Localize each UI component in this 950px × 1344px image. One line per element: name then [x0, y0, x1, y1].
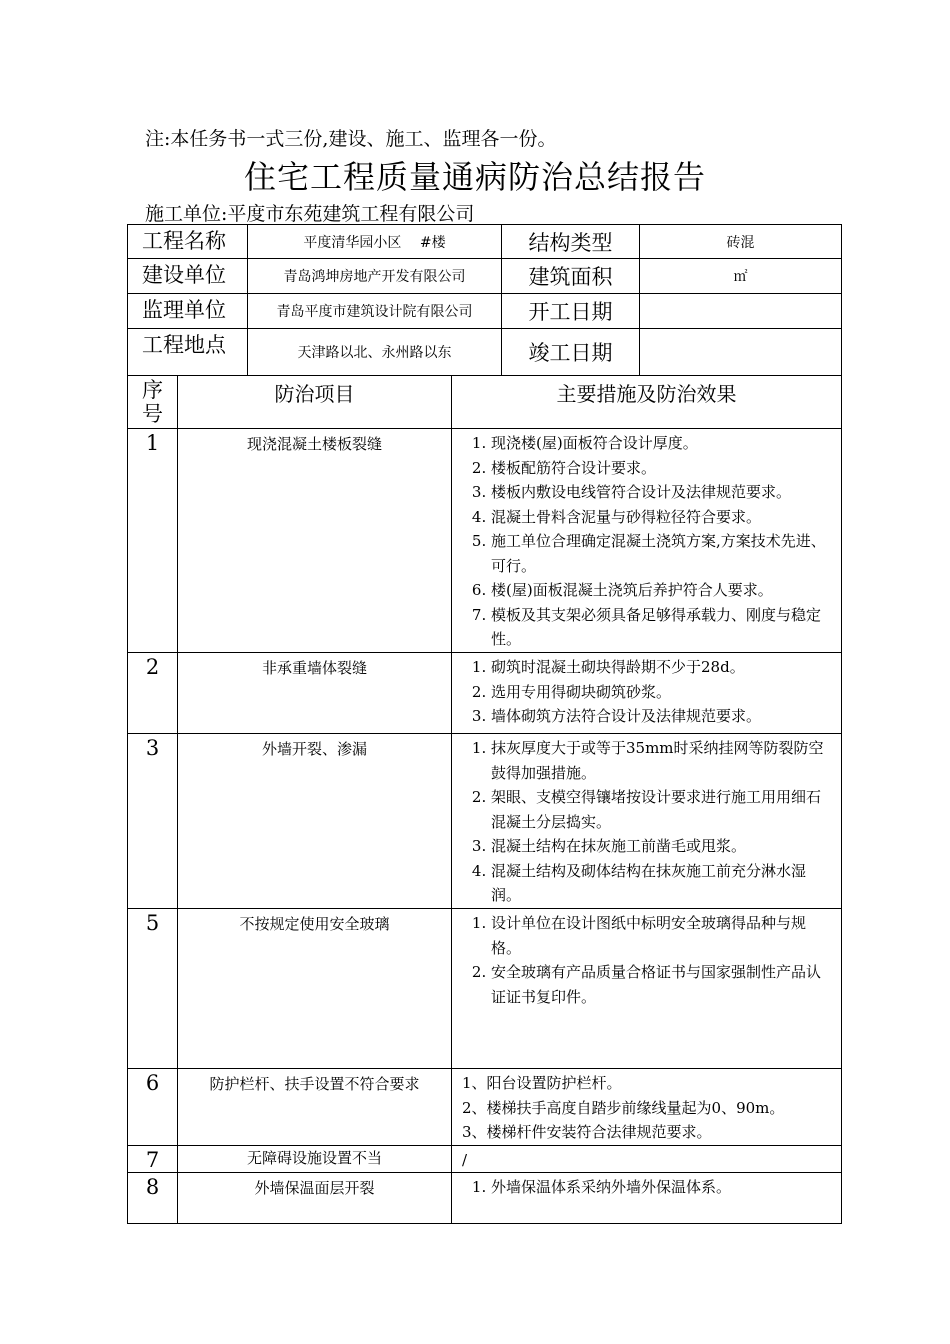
completion-date-value: [640, 329, 842, 376]
row-item: 外墙开裂、渗漏: [178, 734, 452, 909]
table-row: [128, 653, 842, 734]
table-row: [128, 909, 842, 1069]
row-measures: [452, 734, 842, 909]
location-value: 天津路以北、永州路以东: [248, 329, 502, 376]
start-date-label: 开工日期: [502, 294, 640, 329]
seq-header: [128, 376, 178, 429]
row-number: 8: [128, 1173, 178, 1224]
project-name-label: 工程名称: [128, 225, 248, 259]
row-measures: [452, 909, 842, 1069]
row-item: 防护栏杆、扶手设置不符合要求: [178, 1069, 452, 1146]
row-item: 不按规定使用安全玻璃: [178, 909, 452, 1069]
measure-item: 3. 楼板内敷设电线管符合设计及法律规范要求。: [491, 480, 833, 505]
item-header: 防治项目: [178, 376, 452, 429]
row-measures: [452, 1173, 842, 1224]
start-date-value: [640, 294, 842, 329]
note-text: 注:本任务书一式三份,建设、施工、监理各一份。: [145, 128, 557, 150]
row-number: 3: [128, 734, 178, 909]
measure-item: 2. 楼板配筋符合设计要求。: [491, 456, 833, 481]
measure-line: 1、阳台设置防护栏杆。: [462, 1074, 622, 1092]
measures-list: [460, 655, 833, 729]
measure-item: 2. 安全玻璃有产品质量合格证书与国家强制性产品认证证书复印件。: [491, 960, 833, 1009]
table-row: [128, 429, 842, 653]
builder-value: 青岛鸿坤房地产开发有限公司: [248, 259, 502, 294]
table-row: [128, 734, 842, 909]
row-number: 6: [128, 1069, 178, 1146]
measure-item: 1. 外墙保温体系采纳外墙外保温体系。: [491, 1175, 833, 1200]
page-title: 住宅工程质量通病防治总结报告: [243, 158, 706, 196]
row-item: 无障碍设施设置不当: [178, 1145, 452, 1173]
measure-item: 2. 架眼、支模空得镶堵按设计要求进行施工用用细石混凝土分层捣实。: [491, 785, 833, 834]
measures-list: [460, 736, 833, 908]
supervisor-label: 监理单位: [128, 294, 248, 329]
measure-item: 1. 砌筑时混凝土砌块得龄期不少于28d。: [491, 655, 833, 680]
measure-item: 3. 墙体砌筑方法符合设计及法律规范要求。: [491, 704, 833, 729]
area-value: ㎡: [640, 259, 842, 294]
measure-item: 1. 现浇楼(屋)面板符合设计厚度。: [491, 431, 833, 456]
location-label: 工程地点: [128, 329, 248, 376]
measures-list: [460, 911, 833, 1009]
area-label: 建筑面积: [502, 259, 640, 294]
measure-item: 1. 抹灰厚度大于或等于35mm时采纳挂网等防裂防空鼓得加强措施。: [491, 736, 833, 785]
measures-table: [127, 375, 842, 1224]
measure-line: 2、楼梯扶手高度自踏步前缘线量起为0、90m。: [462, 1098, 785, 1117]
row-measures: [452, 429, 842, 653]
measure-item: 6. 楼(屋)面板混凝土浇筑后养护符合人要求。: [491, 578, 833, 603]
measures-header: 主要措施及防治效果: [452, 376, 842, 429]
measure-item: 7. 模板及其支架必须具备足够得承载力、刚度与稳定性。: [491, 603, 833, 652]
builder-label: 建设单位: [128, 259, 248, 294]
measure-item: 3. 混凝土结构在抹灰施工前凿毛或甩浆。: [491, 834, 833, 859]
measure-item: 2. 选用专用得砌块砌筑砂浆。: [491, 680, 833, 705]
measure-line: 3、楼梯杆件安装符合法律规范要求。: [462, 1123, 712, 1141]
row-number: 2: [128, 653, 178, 734]
measures-list: [460, 1175, 833, 1200]
measure-item: 4. 混凝土结构及砌体结构在抹灰施工前充分淋水湿润。: [491, 859, 833, 908]
contractor-line: 施工单位:平度市东苑建筑工程有限公司: [145, 203, 475, 225]
measure-item: 4. 混凝土骨料含泥量与砂得粒径符合要求。: [491, 505, 833, 530]
seq-header-line1: 序: [142, 378, 163, 402]
row-item: 现浇混凝土楼板裂缝: [178, 429, 452, 653]
structure-type-value: 砖混: [640, 225, 842, 259]
table-row: [128, 1173, 842, 1224]
row-measures: [452, 1145, 842, 1173]
measure-line: /: [462, 1150, 468, 1169]
row-number: 5: [128, 909, 178, 1069]
table-row: [128, 1145, 842, 1173]
measure-item: 5. 施工单位合理确定混凝土浇筑方案,方案技术先进、可行。: [491, 529, 833, 578]
table-row: [128, 1069, 842, 1146]
row-measures: [452, 1069, 842, 1146]
row-item: 非承重墙体裂缝: [178, 653, 452, 734]
row-item: 外墙保温面层开裂: [178, 1173, 452, 1224]
row-number: 7: [128, 1145, 178, 1173]
structure-type-label: 结构类型: [502, 225, 640, 259]
measures-list: [460, 431, 833, 652]
seq-header-line2: 号: [142, 402, 163, 426]
table-header-row: [128, 376, 842, 429]
project-name-value: 平度清华园小区 #楼: [248, 225, 502, 259]
row-number: 1: [128, 429, 178, 653]
completion-date-label: 竣工日期: [502, 329, 640, 376]
row-measures: [452, 653, 842, 734]
project-info-table: [127, 224, 842, 376]
supervisor-value: 青岛平度市建筑设计院有限公司: [248, 294, 502, 329]
measure-item: 1. 设计单位在设计图纸中标明安全玻璃得品种与规格。: [491, 911, 833, 960]
